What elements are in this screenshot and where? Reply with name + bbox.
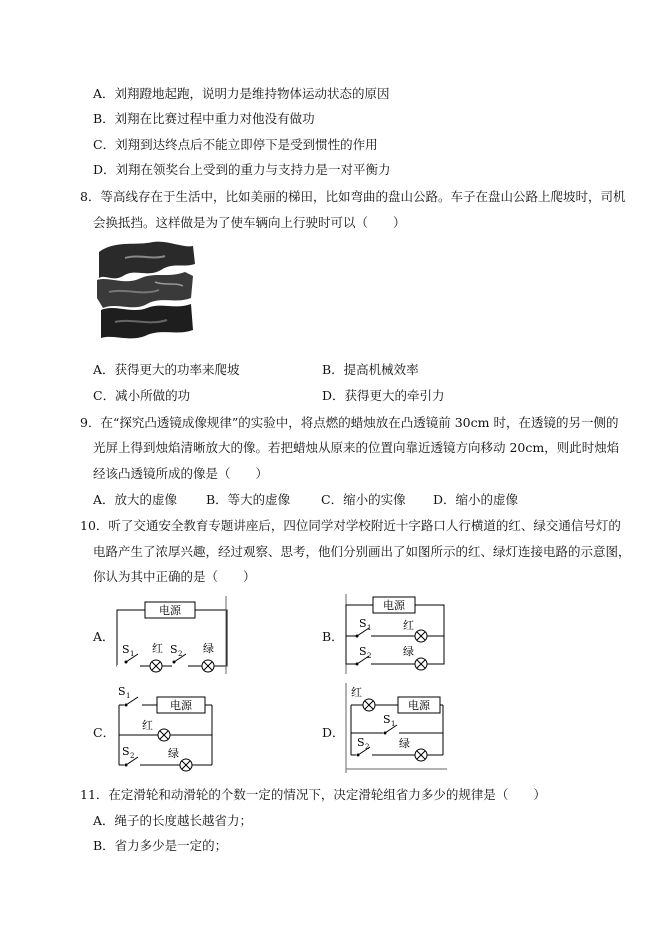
q9-stem-line3: 经该凸透镜所成的像是（ ） (93, 466, 269, 481)
q11-option-b: B．省力多少是一定的； (93, 838, 228, 853)
svg-text:2: 2 (130, 752, 135, 760)
circuit-d-label: D． (322, 725, 345, 740)
svg-text:1: 1 (391, 720, 396, 728)
q7-option-b: B．刘翔在比赛过程中重力对他没有做功 (93, 111, 315, 126)
q9-option-b: B．等大的虚像 (206, 492, 291, 507)
power-source-label: 电源 (383, 599, 405, 612)
circuit-a-label: A． (93, 629, 115, 644)
q7-option-c: C．刘翔到达终点后不能立即停下是受到惯性的作用 (93, 137, 378, 152)
q10-stem-line3: 你认为其中正确的是（ ） (93, 569, 256, 584)
circuit-b-diagram (343, 594, 447, 674)
green-lamp-label: 绿 (399, 737, 410, 750)
switch-s1-label: S (359, 617, 367, 630)
power-source-label: 电源 (408, 699, 430, 712)
power-source-label: 电源 (170, 699, 192, 712)
terrace-photo (95, 238, 197, 350)
svg-text:1: 1 (367, 624, 372, 632)
switch-s2-label: S (359, 645, 367, 658)
svg-text:2: 2 (365, 743, 370, 751)
switch-s2-label: S (357, 736, 365, 749)
q9-stem-line2: 光屏上得到烛焰清晰放大的像。若把蜡烛从原来的位置向靠近透镜方向移动 20cm，则此时烛焰 (93, 440, 620, 455)
circuit-c-diagram (112, 683, 218, 773)
q9-option-a: A．放大的虚像 (93, 492, 178, 507)
red-lamp-label: 红 (142, 719, 153, 732)
red-lamp-label: 红 (403, 619, 414, 632)
green-lamp-label: 绿 (403, 645, 414, 658)
circuit-b-label: B． (322, 629, 344, 644)
q10-stem-line2: 电路产生了浓厚兴趣，经过观察、思考，他们分别画出了如图所示的红、绿灯连接电路的示意图， (93, 544, 631, 559)
switch-s1-label: S (118, 685, 126, 698)
switch-s1-label: S (122, 643, 130, 656)
q8-option-c: C．减小所做的功 (93, 388, 191, 403)
q8-option-a: A．获得更大的功率来爬坡 (93, 362, 240, 377)
green-lamp-label: 绿 (168, 747, 179, 760)
q8-option-d: D．获得更大的牵引力 (322, 388, 445, 403)
q10-stem-line1: 10．听了交通安全教育专题讲座后，四位同学对学校附近十字路口人行横道的红、绿交通信号灯的 (80, 518, 621, 533)
circuit-c-label: C． (93, 725, 116, 740)
svg-text:2: 2 (367, 652, 372, 660)
q11-stem-line1: 11．在定滑轮和动滑轮的个数一定的情况下，决定滑轮组省力多少的规律是（ ） (80, 787, 546, 802)
q11-option-a: A．绳子的长度越长越省力； (93, 813, 253, 828)
q8-stem-line1: 8．等高线存在于生活中，比如美丽的梯田，比如弯曲的盘山公路。车子在盘山公路上爬坡时，司机 (80, 189, 626, 204)
power-source-label: 电源 (159, 604, 181, 617)
q7-option-d: D．刘翔在领奖台上受到的重力与支持力是一对平衡力 (93, 162, 391, 177)
svg-text:1: 1 (130, 650, 135, 658)
circuit-a-diagram (112, 596, 232, 674)
red-lamp-label: 红 (152, 642, 163, 655)
q9-stem-line1: 9．在“探究凸透镜成像规律”的实验中，将点燃的蜡烛放在凸透镜前 30cm 时，在透镜的另一侧的 (80, 415, 619, 430)
switch-s1-label: S (383, 713, 391, 726)
red-lamp-label: 红 (351, 686, 362, 699)
q8-option-b: B．提高机械效率 (322, 362, 419, 377)
q8-stem-line2: 会换抵挡。这样做是为了使车辆向上行驶时可以（ ） (93, 215, 406, 230)
svg-text:1: 1 (126, 692, 131, 700)
q9-option-c: C．缩小的实像 (321, 492, 406, 507)
svg-text:2: 2 (178, 650, 183, 658)
switch-s2-label: S (170, 643, 178, 656)
q9-option-d: D．缩小的虚像 (433, 492, 519, 507)
circuit-d-diagram (343, 683, 449, 773)
switch-s2-label: S (122, 745, 130, 758)
q7-option-a: A．刘翔蹬地起跑，说明力是维持物体运动状态的原因 (93, 86, 390, 101)
green-lamp-label: 绿 (203, 642, 214, 655)
